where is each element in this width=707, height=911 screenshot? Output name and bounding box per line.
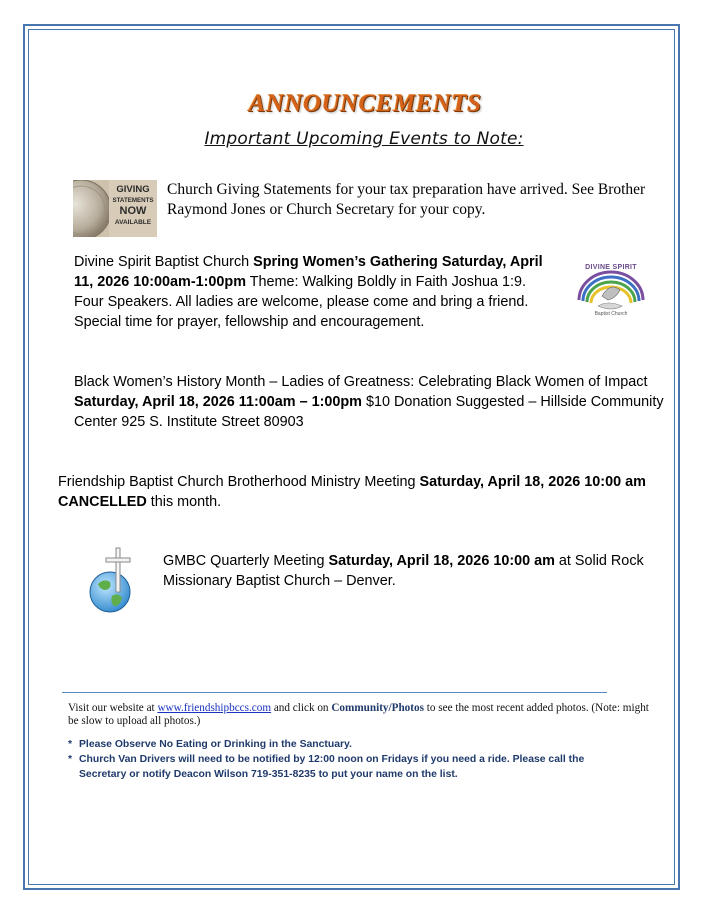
note-bullet: * (68, 739, 73, 750)
divine-spirit-logo-title: DIVINE SPIRIT (585, 264, 637, 271)
giving-image-line1: GIVING (116, 184, 150, 195)
gmbc-text1: GMBC Quarterly Meeting (163, 553, 329, 569)
globe-cross-icon (84, 546, 134, 616)
giving-statements-text: Church Giving Statements for your tax preparation have arrived. See Brother Raymond Jones or Church Secretary for your copy. (167, 181, 646, 218)
brotherhood-text1: Friendship Baptist Church Brotherhood Ministry Meeting (58, 474, 420, 490)
footer-notes (68, 737, 588, 782)
note-item (68, 752, 588, 782)
giving-statements-image (73, 180, 157, 237)
gmbc-text2: at Solid Rock Missionary Baptist Church – Denver. (163, 553, 644, 589)
brotherhood-announcement (58, 472, 678, 512)
website-section: Community/Photos (331, 702, 424, 714)
giving-image-line4: AVAILABLE (114, 219, 152, 226)
website-link[interactable]: www.friendshipbccs.com (157, 702, 272, 714)
website-note-pre: Visit our website at (68, 702, 158, 714)
page-title: ANNOUNCEMENTS (248, 90, 482, 117)
womens-gathering-text2: Theme: Walking Boldly in Faith Joshua 1:9. Four Speakers. All ladies are welcome, please come and bring a friend. Special time for prayer, fellowship and encouragement. (74, 274, 529, 330)
divine-spirit-logo-subtitle: Baptist Church (594, 311, 628, 317)
website-note-mid: and click on (271, 702, 332, 714)
history-month-text1: Black Women’s History Month – Ladies of Greatness: Celebrating Black Women of Impact (74, 374, 648, 390)
footer-divider (62, 692, 607, 693)
note-bullet: * (68, 754, 73, 765)
website-note-post: to see the most recent added photos. (Note: might be slow to upload all photos.) (68, 702, 649, 727)
womens-gathering-date: Spring Women’s Gathering Saturday, April 11, 2026 10:00am-1:00pm (74, 254, 543, 290)
gmbc-announcement (163, 551, 663, 591)
gmbc-date: Saturday, April 18, 2026 10:00 am (328, 553, 555, 569)
history-month-date: Saturday, April 18, 2026 11:00am – 1:00pm (74, 394, 362, 410)
divine-spirit-logo (574, 262, 648, 320)
note-van-drivers: Church Van Drivers will need to be notified by 12:00 noon on Fridays if you need a ride. Please call the Secretary or notify Deacon Wilson 719-351-8235 to put your name on the list. (79, 754, 585, 780)
history-month-text2: $10 Donation Suggested – Hillside Community Center 925 S. Institute Street 80903 (74, 394, 664, 430)
page-subtitle: Important Upcoming Events to Note: (204, 129, 524, 149)
giving-image-line3: NOW (119, 205, 147, 217)
brotherhood-date-cancelled: Saturday, April 18, 2026 10:00 am CANCELLED (58, 474, 646, 510)
womens-gathering-text1: Divine Spirit Baptist Church (74, 254, 254, 270)
giving-image-line2: STATEMENTS (112, 197, 154, 204)
womens-gathering-announcement (74, 252, 554, 332)
note-item (68, 737, 588, 752)
note-no-eating: Please Observe No Eating or Drinking in the Sanctuary. (79, 739, 352, 750)
website-note (68, 702, 658, 728)
brotherhood-text2: this month. (146, 494, 222, 510)
history-month-announcement (74, 372, 674, 432)
